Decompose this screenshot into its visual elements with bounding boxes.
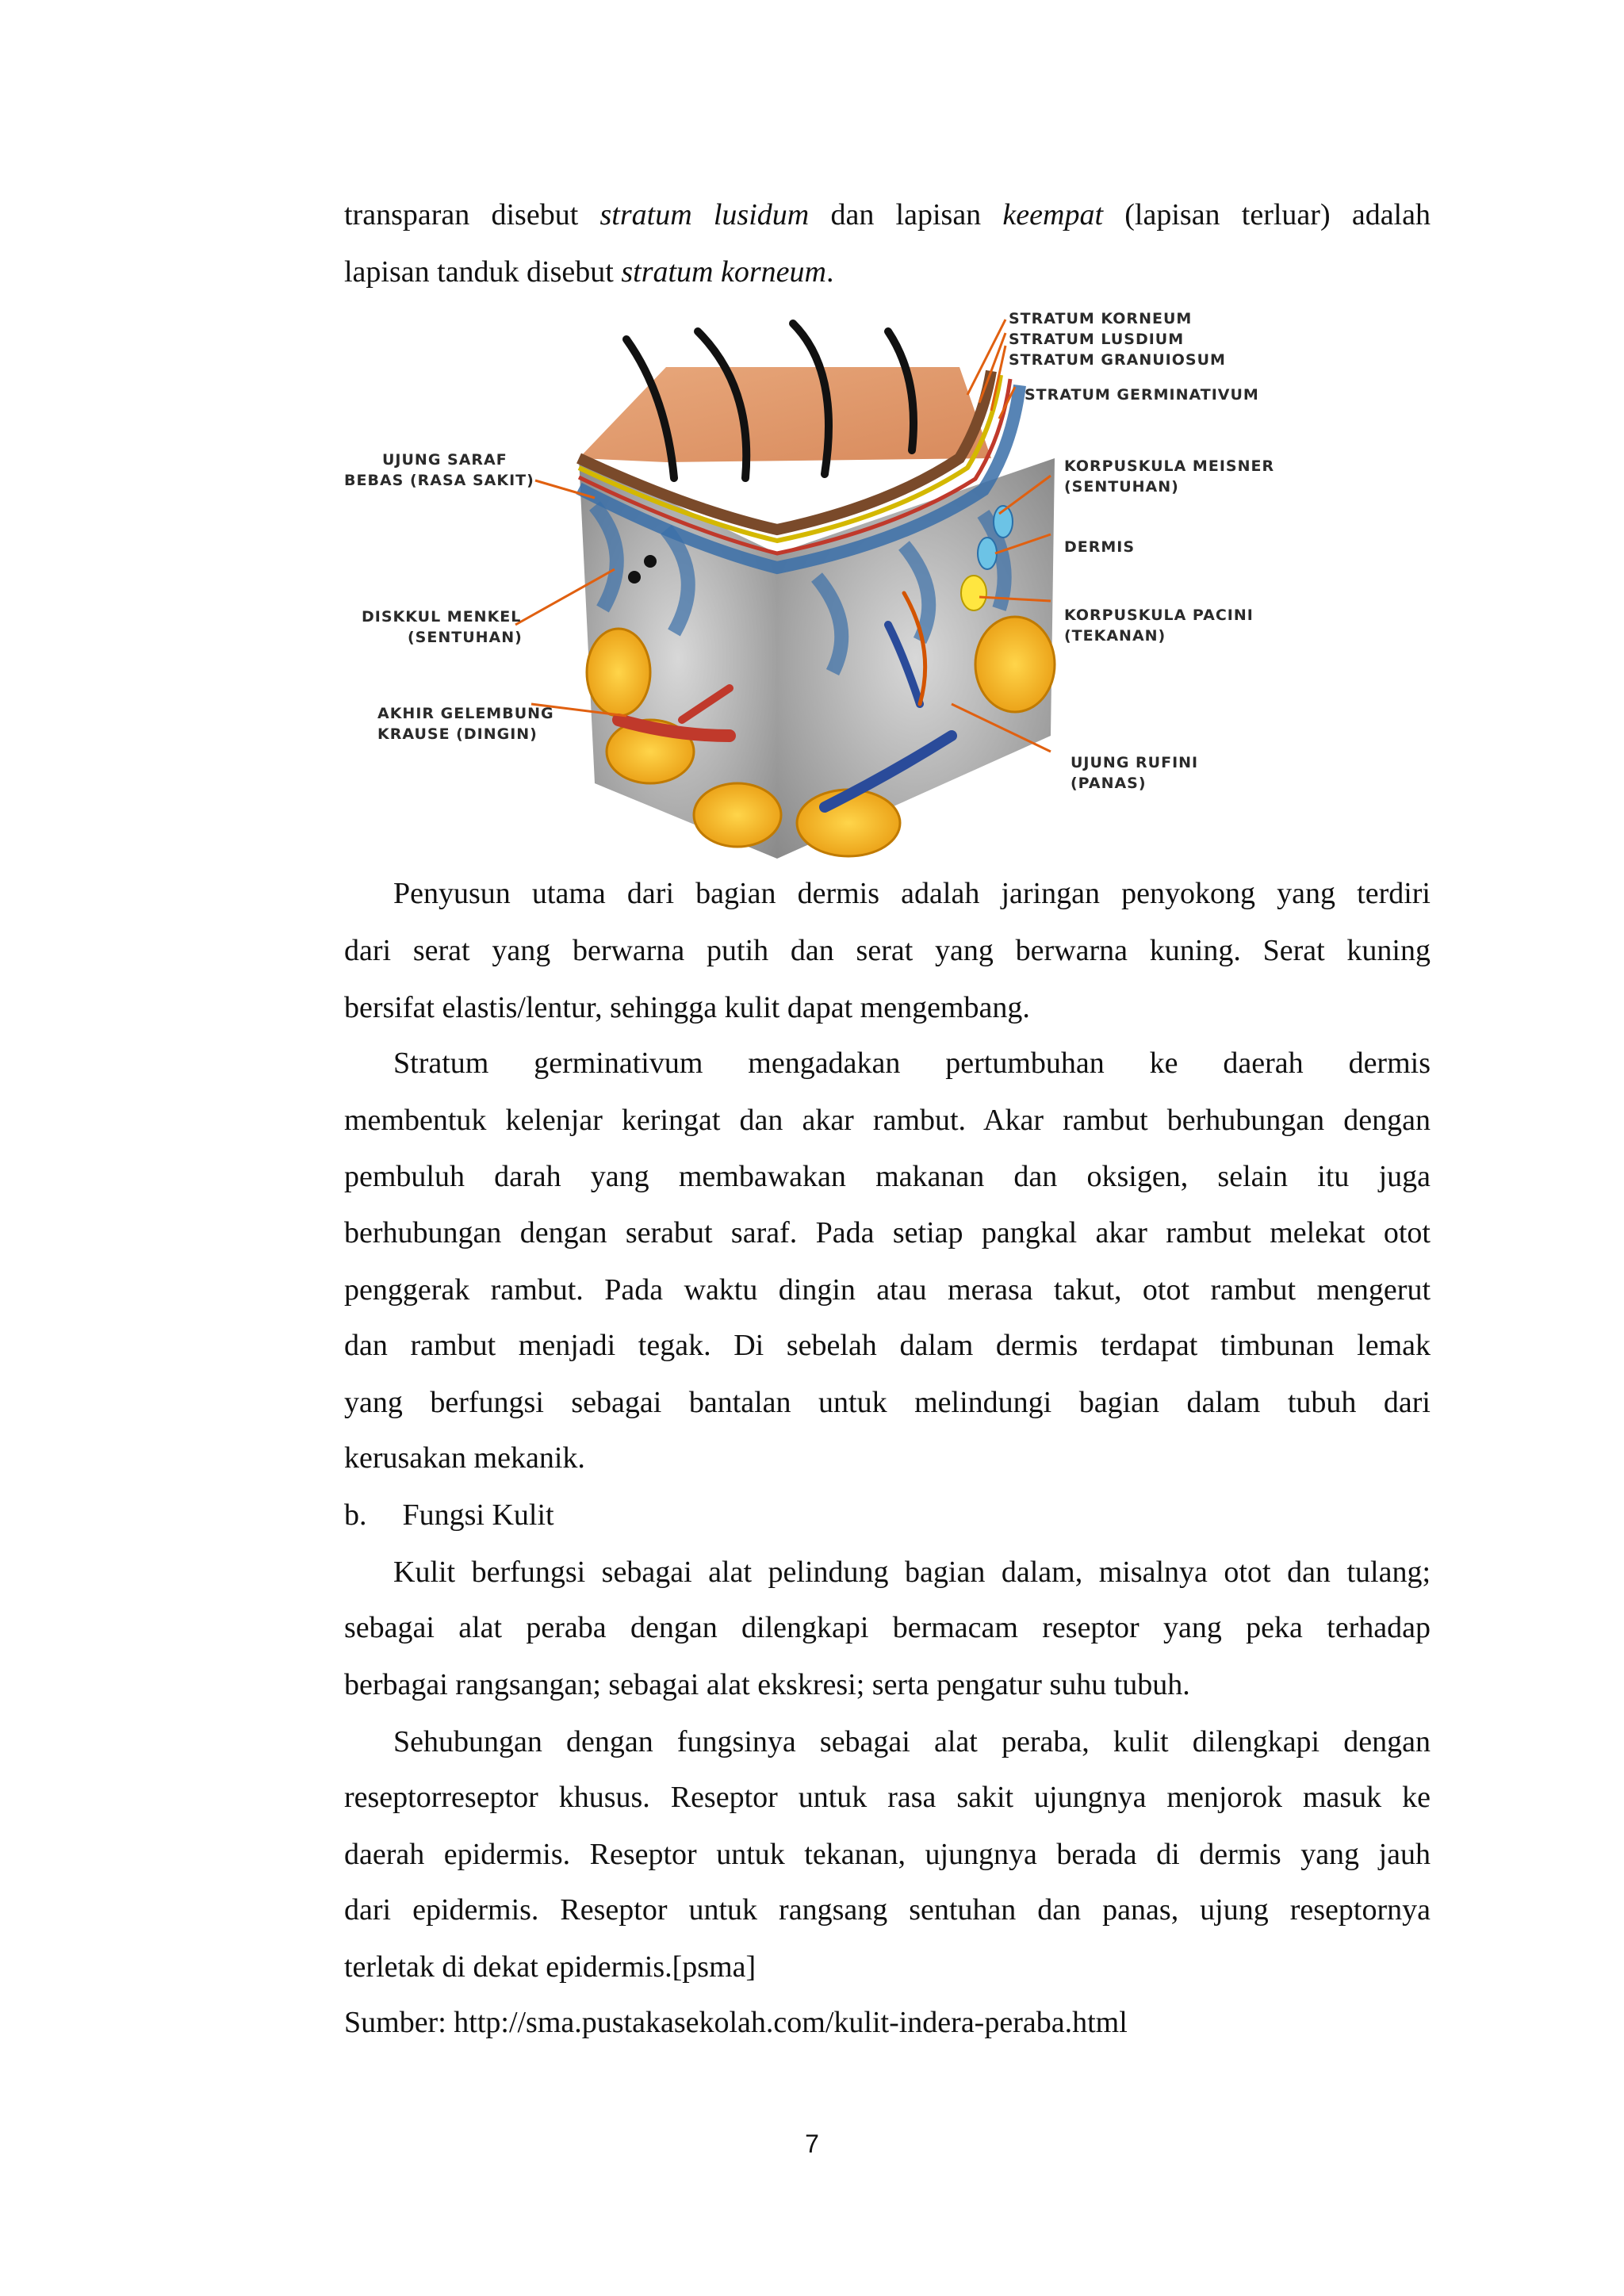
para1-line-3: bersifat elastis/lentur, sehingga kulit dapat mengembang.	[344, 991, 1030, 1024]
intro-text: (lapisan terluar) adalah	[1103, 198, 1431, 232]
para4-line-5: terletak di dekat epidermis.[psma]	[344, 1950, 756, 1984]
label-ujung-rufini-desc: (PANAS)	[1071, 775, 1147, 792]
intro-line-1	[344, 193, 1431, 236]
section-heading	[344, 1494, 1431, 1536]
section-marker: b.	[344, 1498, 367, 1532]
label-korpuskula-meisner-desc: (SENTUHAN)	[1064, 478, 1179, 496]
section-title: Fungsi Kulit	[402, 1498, 554, 1532]
term-keempat: keempat	[1002, 198, 1104, 232]
term-stratum-lusidum: stratum lusidum	[599, 198, 810, 232]
label-diskkul-menkel: DISKKUL MENKEL	[362, 608, 522, 626]
para4-line-1: Sehubungan dengan fungsinya sebagai alat peraba, kulit dilengkapi dengan	[393, 1725, 1431, 1758]
para2-line-5: penggerak rambut. Pada waktu dingin atau merasa takut, otot rambut mengerut	[344, 1273, 1431, 1307]
label-akhir-gelembung: AKHIR GELEMBUNG	[377, 705, 554, 722]
label-korpuskula-meisner: KORPUSKULA MEISNER	[1064, 457, 1275, 475]
para3-line-1: Kulit berfungsi sebagai alat pelindung bagian dalam, misalnya otot dan tulang;	[393, 1556, 1431, 1589]
label-stratum-germinativum: STRATUM GERMINATIVUM	[1025, 386, 1259, 404]
para2-line-3: pembuluh darah yang membawakan makanan dan oksigen, selain itu juga	[344, 1160, 1431, 1193]
intro-text: .	[825, 255, 834, 289]
term-stratum-korneum: stratum korneum	[621, 255, 826, 289]
label-stratum-korneum: STRATUM KORNEUM	[1009, 310, 1193, 327]
para3-line-2: sebagai alat peraba dengan dilengkapi bermacam reseptor yang peka terhadap	[344, 1611, 1431, 1644]
label-akhir-gelembung-desc: KRAUSE (DINGIN)	[377, 725, 538, 743]
intro-text: dan lapisan	[809, 198, 1003, 232]
para1-line-2: dari serat yang berwarna putih dan serat yang berwarna kuning. Serat kuning	[344, 934, 1431, 967]
para4-line-2: reseptorreseptor khusus. Reseptor untuk rasa sakit ujungnya menjorok masuk ke	[344, 1781, 1431, 1814]
label-diskkul-menkel-desc: (SENTUHAN)	[408, 629, 523, 646]
para2-line-6: dan rambut menjadi tegak. Di sebelah dalam dermis terdapat timbunan lemak	[344, 1329, 1431, 1362]
source-citation: Sumber: http://sma.pustakasekolah.com/kulit-indera-peraba.html	[344, 2006, 1128, 2039]
skin-block	[579, 367, 1055, 859]
para2-line-8: kerusakan mekanik.	[344, 1441, 585, 1475]
label-ujung-rufini: UJUNG RUFINI	[1071, 754, 1199, 771]
intro-line-2	[344, 251, 1431, 293]
para2-line-7: yang berfungsi sebagai bantalan untuk melindungi bagian dalam tubuh dari	[344, 1386, 1431, 1419]
label-stratum-lusdium: STRATUM LUSDIUM	[1009, 331, 1185, 348]
intro-text: transparan disebut	[344, 198, 600, 232]
intro-text: lapisan tanduk disebut	[344, 255, 622, 289]
label-dermis: DERMIS	[1064, 538, 1136, 556]
label-ujung-saraf-desc: BEBAS (RASA SAKIT)	[344, 472, 534, 489]
para3-line-3: berbagai rangsangan; sebagai alat ekskresi; serta pengatur suhu tubuh.	[344, 1668, 1190, 1701]
skin-cross-section-diagram	[333, 292, 1285, 871]
label-korpuskula-pacini: KORPUSKULA PACINI	[1064, 607, 1254, 624]
para4-line-3: daerah epidermis. Reseptor untuk tekanan, ujungnya berada di dermis yang jauh	[344, 1838, 1431, 1871]
para4-line-4: dari epidermis. Reseptor untuk rangsang sentuhan dan panas, ujung reseptornya	[344, 1893, 1431, 1927]
label-stratum-granuiosum: STRATUM GRANUIOSUM	[1009, 351, 1226, 369]
label-korpuskula-pacini-desc: (TEKANAN)	[1064, 627, 1166, 645]
para2-line-1: Stratum germinativum mengadakan pertumbuhan ke daerah dermis	[393, 1047, 1431, 1080]
para2-line-2: membentuk kelenjar keringat dan akar rambut. Akar rambut berhubungan dengan	[344, 1104, 1431, 1137]
page-number: 7	[805, 2130, 819, 2158]
para2-line-4: berhubungan dengan serabut saraf. Pada setiap pangkal akar rambut melekat otot	[344, 1216, 1431, 1249]
para1-line-1: Penyusun utama dari bagian dermis adalah jaringan penyokong yang terdiri	[393, 877, 1431, 910]
label-ujung-saraf: UJUNG SARAF	[382, 451, 508, 469]
